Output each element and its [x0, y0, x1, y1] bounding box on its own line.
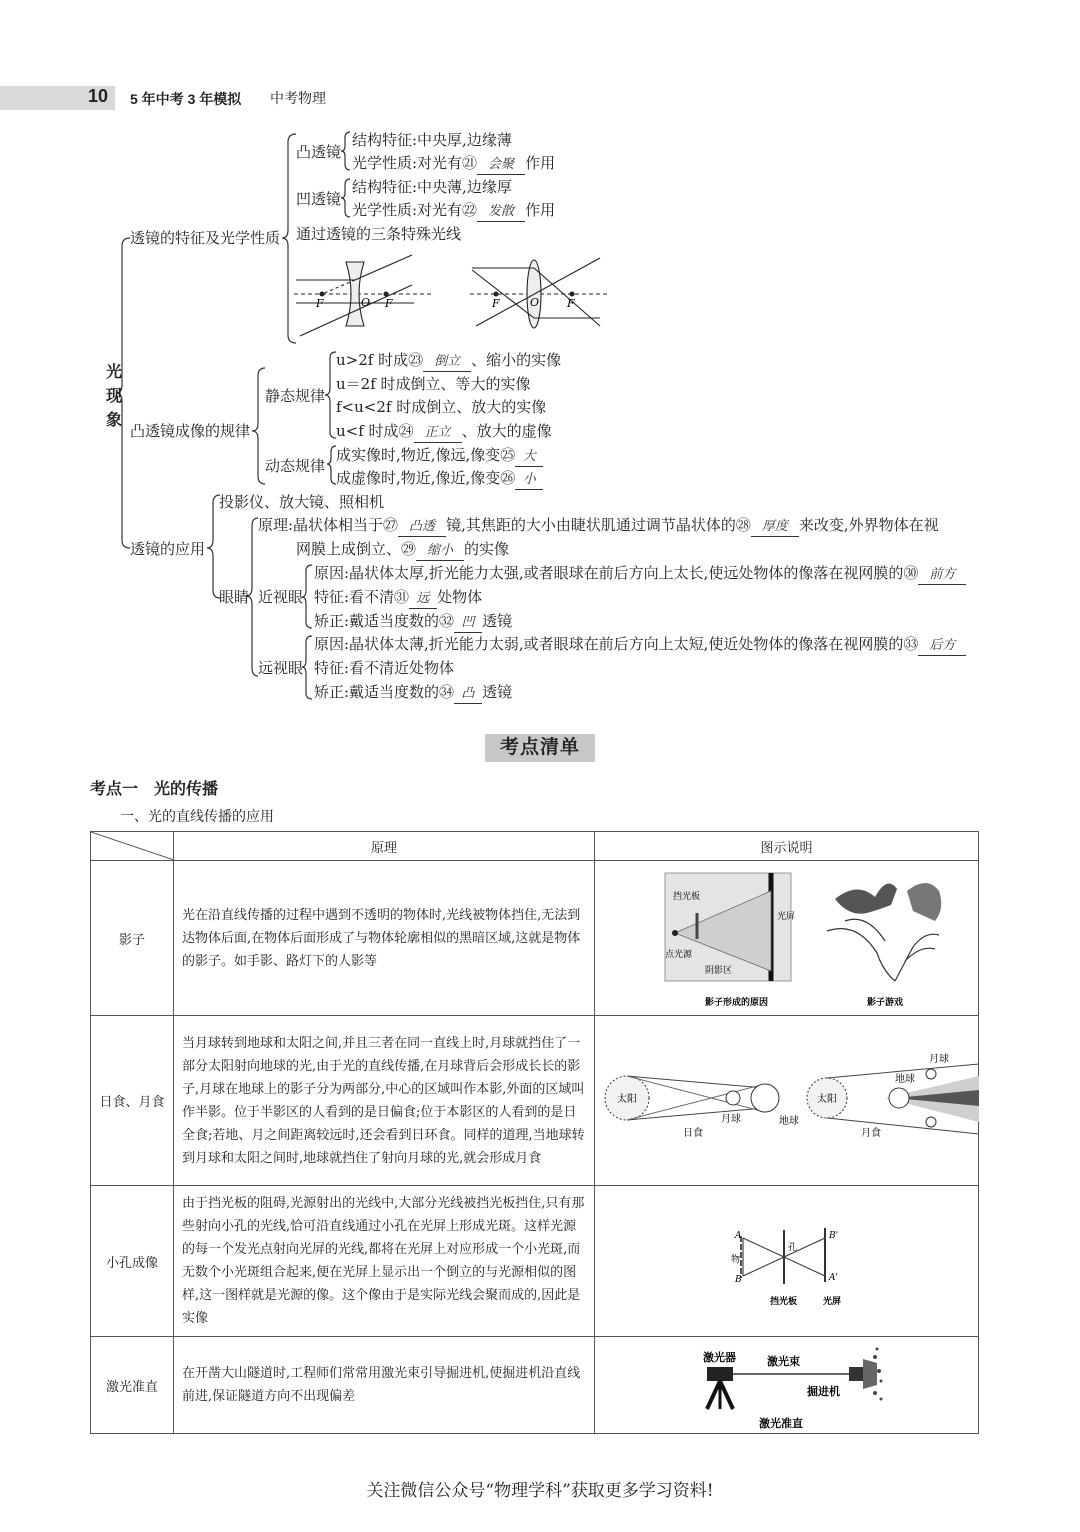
- footer-note: 关注微信公众号“物理学科”获取更多学习资料!: [366, 1481, 714, 1501]
- laser-caption: 激光准直: [759, 1417, 803, 1430]
- answer-25: 大: [515, 448, 543, 467]
- answer-23: 倒立: [423, 353, 471, 372]
- convex-optic: 光学性质:对光有㉑ 会聚 作用: [352, 153, 555, 175]
- eye-principle-2: 网膜上成倒立、㉙ 缩小 的实像: [296, 539, 509, 561]
- lens2-f-left: F: [492, 297, 500, 310]
- fig-screen: 光屏: [777, 912, 796, 922]
- lunar-sun: 太阳: [817, 1094, 837, 1105]
- header-diagonal: [91, 832, 174, 861]
- section-banner: 考点清单: [485, 734, 595, 762]
- fig-cap2: 影子游戏: [867, 998, 904, 1008]
- mindmap-root: 光 现 象: [105, 362, 122, 429]
- shadow-figure: [595, 861, 979, 1016]
- answer-27: 凸透: [398, 518, 446, 537]
- row-label: 日食、月食: [91, 1016, 174, 1186]
- subject-title: 中考物理: [270, 90, 326, 106]
- hyperopia-fix: 矫正:戴适当度数的㉞ 凸 透镜: [314, 682, 512, 704]
- b2-title: 凸透镜成像的规律: [130, 422, 251, 440]
- eye-principle: 原理:晶状体相当于㉗ 凸透 镜,其焦距的大小由睫状肌通过调节晶状体的㉘ 厚度 来改变,外界物体在视: [258, 515, 939, 537]
- header-principle: 原理: [174, 832, 595, 861]
- book-title: 5 年中考 3 年模拟: [130, 91, 242, 107]
- page-number: 10: [88, 86, 109, 106]
- sub1-heading: 一、光的直线传播的应用: [120, 808, 274, 824]
- laser-figure: [595, 1337, 979, 1434]
- laser-device: 激光器: [703, 1351, 736, 1364]
- header-figure: 图示说明: [595, 832, 979, 861]
- pin-screen: 光屏: [823, 1297, 842, 1307]
- static-rule-4: u<f 时成㉔ 正立 、放大的虚像: [336, 421, 552, 443]
- convex-label: 凸透镜: [296, 143, 342, 161]
- convex-struct: 结构特征:中央厚,边缘薄: [352, 131, 512, 149]
- answer-24: 正立: [414, 424, 462, 443]
- lens2-o: O: [530, 296, 540, 309]
- row-label: 激光准直: [91, 1337, 174, 1434]
- hyperopia-cause: 原因:晶状体太薄,折光能力太弱,或者眼球在前后方向上太短,使近处物体的像落在视网膜的㉝ 后方: [314, 634, 966, 656]
- pin-board: 挡光板: [770, 1297, 798, 1307]
- dynamic-rule-1: 成实像时,物近,像远,像变㉕ 大: [336, 445, 543, 467]
- answer-33: 后方: [918, 637, 966, 656]
- myopia-label: 近视眼: [258, 588, 304, 606]
- row-text: 由于挡光板的阻碍,光源射出的光线中,大部分光线被挡光板挡住,只有那些射向小孔的光线,恰可沿直线通过小孔在光屏上形成光斑。这样光源的每一个发光点射向光屏的光线,都将在光屏上对应形成一个小光斑,而无数个小光斑组合起来,便在光屏上显示出一个倒立的与光源相似的图样,这一图样就是光源的像。这个像由于是实际光线会聚而成的,因此是实像: [174, 1186, 595, 1337]
- answer-28: 厚度: [751, 518, 799, 537]
- table-row: [91, 861, 979, 1016]
- row-figure: [595, 861, 979, 1016]
- pin-a2: A': [829, 1273, 838, 1283]
- row-label: 小孔成像: [91, 1186, 174, 1337]
- static-label: 静态规律: [265, 387, 326, 405]
- myopia-cause: 原因:晶状体太厚,折光能力太强,或者眼球在前后方向上太长,使远处物体的像落在视网膜的㉚ 前方: [314, 563, 966, 585]
- b3-title: 透镜的应用: [130, 540, 206, 558]
- light-propagation-table: [90, 831, 979, 1434]
- lens1-f-left: F: [316, 297, 324, 310]
- answer-31: 远: [409, 590, 437, 609]
- lens1-f-right: F: [385, 297, 393, 310]
- b1-title: 透镜的特征及光学性质: [130, 229, 281, 247]
- concave-label: 凹透镜: [296, 190, 342, 208]
- lunar-caption: 月食: [861, 1128, 881, 1139]
- row-text: 在开凿大山隧道时,工程师们常常用激光束引导掘进机,使掘进机沿直线前进,保证隧道方向不出现偏差: [174, 1337, 595, 1434]
- lens2-f-right: F: [567, 297, 575, 310]
- table-row: [91, 1337, 979, 1434]
- answer-29: 缩小: [416, 542, 464, 561]
- row-figure: [595, 1337, 979, 1434]
- pin-b: B: [735, 1275, 742, 1285]
- solar-sun: 太阳: [617, 1094, 637, 1105]
- kp1-heading: 考点一 光的传播: [90, 781, 219, 798]
- eye-label: 眼睛: [219, 588, 250, 606]
- laser-beam: 激光束: [767, 1355, 800, 1368]
- row-text: 光在沿直线传播的过程中遇到不透明的物体时,光线被物体挡住,无法到达物体后面,在物体后面形成了与物体轮廓相似的黑暗区域,这就是物体的影子。如手影、路灯下的人影等: [174, 861, 595, 1016]
- answer-30: 前方: [918, 566, 966, 585]
- fig-board: 挡光板: [673, 892, 701, 902]
- hyperopia-feature: 特征:看不清近处物体: [314, 659, 455, 677]
- myopia-fix: 矫正:戴适当度数的㉜ 凹 透镜: [314, 611, 512, 633]
- dynamic-label: 动态规律: [265, 457, 326, 475]
- convex-lens-diagram: [470, 258, 608, 328]
- concave-struct: 结构特征:中央薄,边缘厚: [352, 178, 512, 196]
- row-label: 影子: [91, 861, 174, 1016]
- lens1-o: O: [361, 296, 371, 309]
- static-rule-3: f<u<2f 时成倒立、放大的实像: [336, 398, 547, 416]
- row-figure: [595, 1186, 979, 1337]
- lunar-earth: 地球: [895, 1074, 915, 1085]
- myopia-feature: 特征:看不清㉛ 远 处物体: [314, 587, 482, 609]
- laser-machine: 掘进机: [807, 1385, 840, 1398]
- table-header: [91, 832, 979, 861]
- hyperopia-label: 远视眼: [258, 659, 304, 677]
- answer-26: 小: [515, 471, 543, 490]
- devices: 投影仪、放大镜、照相机: [219, 493, 385, 511]
- table-row: [91, 1016, 979, 1186]
- pin-b2: B': [829, 1231, 839, 1241]
- fig-source: 点光源: [665, 950, 693, 960]
- row-figure: [595, 1016, 979, 1186]
- pin-a: A: [735, 1231, 742, 1241]
- answer-32: 凹: [454, 614, 482, 633]
- solar-earth: 地球: [779, 1116, 799, 1127]
- static-rule-1: u>2f 时成㉓ 倒立 、缩小的实像: [336, 350, 561, 372]
- row-text: 当月球转到地球和太阳之间,并且三者在同一直线上时,月球就挡住了一部分太阳射向地球的光,由于光的直线传播,在月球背后会形成长长的影子,月球在地球上的影子分为两部分,中心的区域叫作本影,外面的区域叫作半影。位于半影区的人看到的是日偏食;位于本影区的人看到的是日全食;若地、月之间距离较远时,还会看到日环食。同样的道理,当地球转到月球和太阳之间时,地球就挡住了射向月球的光,就会形成月食: [174, 1016, 595, 1186]
- static-rule-2: u＝2f 时成倒立、等大的实像: [336, 375, 531, 393]
- eclipse-figure: [595, 1016, 979, 1186]
- dynamic-rule-2: 成虚像时,物近,像近,像变㉖ 小: [336, 468, 543, 490]
- answer-21: 会聚: [477, 156, 525, 175]
- pin-obj: 物: [731, 1255, 741, 1265]
- fig-cap1: 影子形成的原因: [705, 998, 769, 1008]
- lunar-moon: 月球: [929, 1054, 949, 1065]
- answer-22: 发散: [477, 203, 525, 222]
- concave-optic: 光学性质:对光有㉒ 发散 作用: [352, 200, 555, 222]
- answer-34: 凸: [454, 685, 482, 704]
- solar-moon: 月球: [721, 1114, 741, 1125]
- pinhole-figure: [595, 1186, 979, 1328]
- pin-hole: 孔: [788, 1243, 798, 1253]
- fig-shadow: 阴影区: [705, 966, 733, 976]
- table-row: [91, 1186, 979, 1337]
- special-rays: 通过透镜的三条特殊光线: [296, 225, 462, 243]
- solar-caption: 日食: [683, 1128, 703, 1139]
